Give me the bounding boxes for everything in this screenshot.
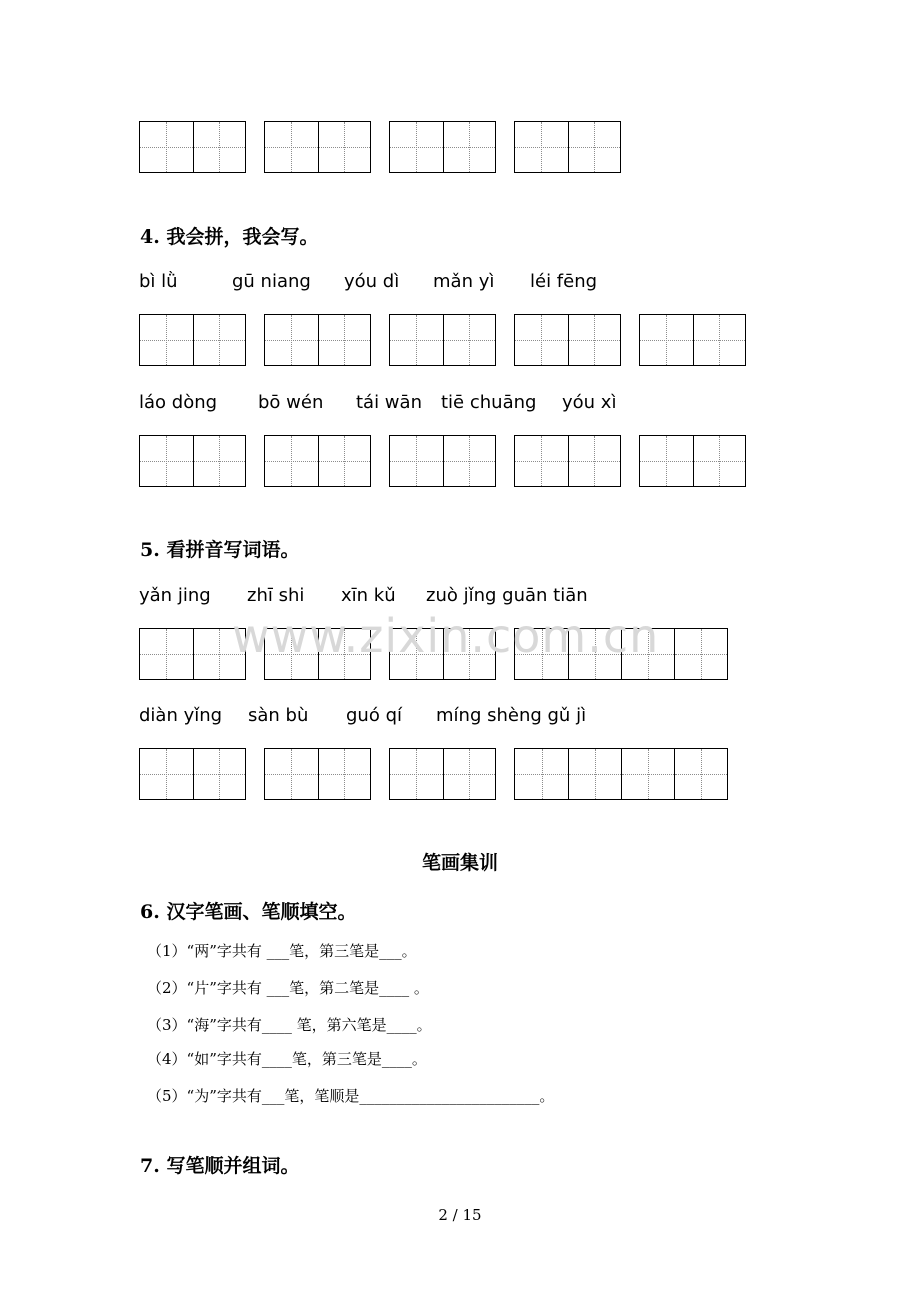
pinyin-label: diàn yǐng — [139, 705, 223, 726]
writing-grid[interactable] — [264, 435, 371, 487]
pinyin-label: yóu dì — [344, 271, 400, 292]
pinyin-label: sàn bù — [248, 705, 309, 726]
pinyin-label: gū niang — [232, 271, 311, 292]
writing-grid[interactable] — [139, 435, 246, 487]
writing-grid[interactable] — [639, 435, 746, 487]
pinyin-label: zhī shi — [247, 585, 305, 606]
pinyin-label: zuò jǐng guān tiān — [426, 585, 588, 606]
q4-heading: 4. 我会拼，我会写。 — [140, 226, 319, 248]
writing-grid[interactable] — [264, 121, 371, 173]
writing-grid[interactable] — [139, 314, 246, 366]
pinyin-label: xīn kǔ — [341, 585, 396, 606]
writing-grid[interactable] — [514, 121, 621, 173]
pinyin-label: tái wān — [356, 392, 422, 413]
q6-item: （3）“海”字共有____ 笔，第六笔是____。 — [147, 1016, 432, 1034]
writing-grid[interactable] — [139, 748, 246, 800]
writing-grid[interactable] — [139, 628, 246, 680]
writing-grid[interactable] — [514, 314, 621, 366]
pinyin-label: míng shèng gǔ jì — [436, 705, 587, 726]
q6-item: （4）“如”字共有____笔，第三笔是____。 — [147, 1050, 427, 1068]
page-number: 2 / 15 — [438, 1206, 482, 1224]
writing-grid-four[interactable] — [514, 748, 728, 800]
pinyin-label: yǎn jing — [139, 585, 211, 606]
pinyin-label: guó qí — [346, 705, 402, 726]
writing-grid[interactable] — [389, 121, 496, 173]
writing-grid[interactable] — [264, 748, 371, 800]
pinyin-label: mǎn yì — [433, 271, 495, 292]
watermark: www.zixin.com.cn — [232, 609, 660, 663]
writing-grid[interactable] — [639, 314, 746, 366]
q6-item: （1）“两”字共有 ___笔，第三笔是___。 — [147, 942, 417, 960]
section-title: 笔画集训 — [421, 852, 498, 874]
q7-heading: 7. 写笔顺并组词。 — [140, 1155, 300, 1177]
writing-grid[interactable] — [389, 435, 496, 487]
writing-grid[interactable] — [139, 121, 246, 173]
q6-heading: 6. 汉字笔画、笔顺填空。 — [140, 901, 357, 923]
pinyin-label: bō wén — [258, 392, 324, 413]
q6-item: （5）“为”字共有___笔，笔顺是________________________。 — [147, 1087, 555, 1105]
q6-item: （2）“片”字共有 ___笔，第二笔是____ 。 — [147, 979, 429, 997]
pinyin-label: bì lǜ — [139, 271, 178, 292]
writing-grid[interactable] — [514, 435, 621, 487]
writing-grid[interactable] — [264, 314, 371, 366]
pinyin-label: yóu xì — [562, 392, 617, 413]
pinyin-label: tiē chuāng — [441, 392, 537, 413]
writing-grid[interactable] — [389, 314, 496, 366]
pinyin-label: léi fēng — [530, 271, 598, 292]
q5-heading: 5. 看拼音写词语。 — [140, 539, 300, 561]
pinyin-label: láo dòng — [139, 392, 218, 413]
writing-grid[interactable] — [389, 748, 496, 800]
